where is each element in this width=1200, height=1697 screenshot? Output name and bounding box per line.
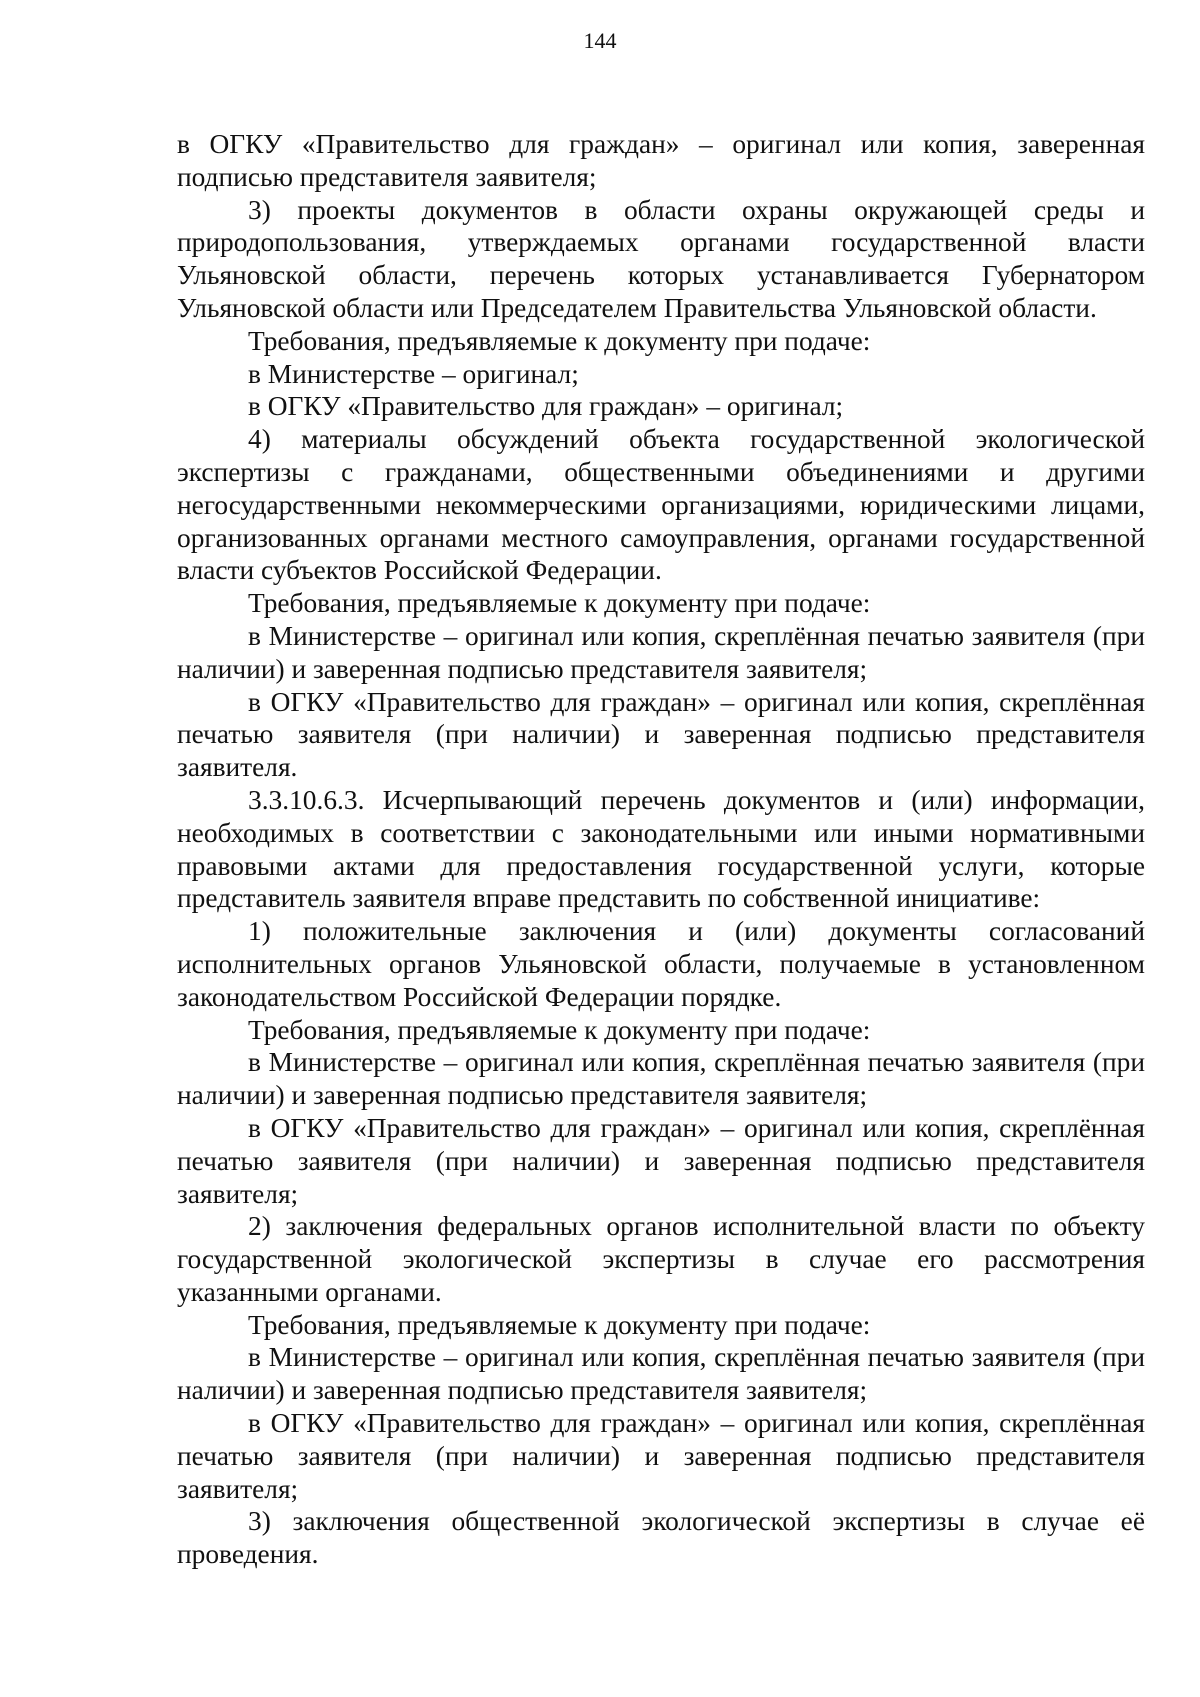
page-number: 144 xyxy=(583,28,617,53)
document-body xyxy=(177,128,1145,1571)
paragraph: в ОГКУ «Правительство для граждан» – оригинал или копия, скреплённая печатью заявителя (при наличии) и заверенная подписью представителя заявителя. xyxy=(177,686,1145,783)
paragraph: 2) заключения федеральных органов исполнительной власти по объекту государственной экологической экспертизы в случае его рассмотрения указанными органами. xyxy=(177,1211,1145,1307)
paragraph: в ОГКУ «Правительство для граждан» – оригинал или копия, скреплённая печатью заявителя (при наличии) и заверенная подписью представителя заявителя; xyxy=(177,1112,1145,1209)
paragraph: 1) положительные заключения и (или) документы согласований исполнительных органов Ульяновской области, получаемые в установленном законодательством Российской Федерации порядке. xyxy=(177,916,1145,1012)
paragraph: Требования, предъявляемые к документу при подаче: xyxy=(248,325,871,356)
paragraph: Требования, предъявляемые к документу при подаче: xyxy=(248,1014,871,1045)
paragraph: Требования, предъявляемые к документу при подаче: xyxy=(248,588,871,619)
paragraph: 3.3.10.6.3. Исчерпывающий перечень документов и (или) информации, необходимых в соответствии с законодательными или иными нормативными правовыми актами для предоставления государственной услуги, которые представитель заявителя вправе представить по собственной инициативе: xyxy=(177,784,1145,914)
paragraph: 3) проекты документов в области охраны окружающей среды и природопользования, утверждаемых органами государственной власти Ульяновской области, перечень которых устанавливается Губернатором Ульяновской области или Председателем Правительства Ульяновской области. xyxy=(177,194,1145,323)
paragraph: в ОГКУ «Правительство для граждан» – оригинал или копия, заверенная подписью представителя заявителя; xyxy=(177,129,1145,192)
paragraph: в ОГКУ «Правительство для граждан» – оригинал или копия, скреплённая печатью заявителя (при наличии) и заверенная подписью представителя заявителя; xyxy=(177,1408,1145,1504)
paragraph: Требования, предъявляемые к документу при подаче: xyxy=(248,1309,871,1340)
paragraph: в Министерстве – оригинал или копия, скреплённая печатью заявителя (при наличии) и заверенная подписью представителя заявителя; xyxy=(177,1342,1145,1406)
paragraph: в Министерстве – оригинал; xyxy=(248,358,579,389)
paragraph: 3) заключения общественной экологической экспертизы в случае её проведения. xyxy=(177,1506,1145,1570)
paragraph: в Министерстве – оригинал или копия, скреплённая печатью заявителя (при наличии) и заверенная подписью представителя заявителя; xyxy=(177,1047,1145,1111)
paragraph: в ОГКУ «Правительство для граждан» – оригинал; xyxy=(248,391,844,422)
paragraph: в Министерстве – оригинал или копия, скреплённая печатью заявителя (при наличии) и заверенная подписью представителя заявителя; xyxy=(177,620,1145,684)
paragraph: 4) материалы обсуждений объекта государственной экологической экспертизы с гражданами, общественными объединениями и другими негосударственными некоммерческими организациями, юридическими лицами, организованных органами местного самоуправления, органами государственной власти субъектов Российской Федерации. xyxy=(177,424,1145,586)
